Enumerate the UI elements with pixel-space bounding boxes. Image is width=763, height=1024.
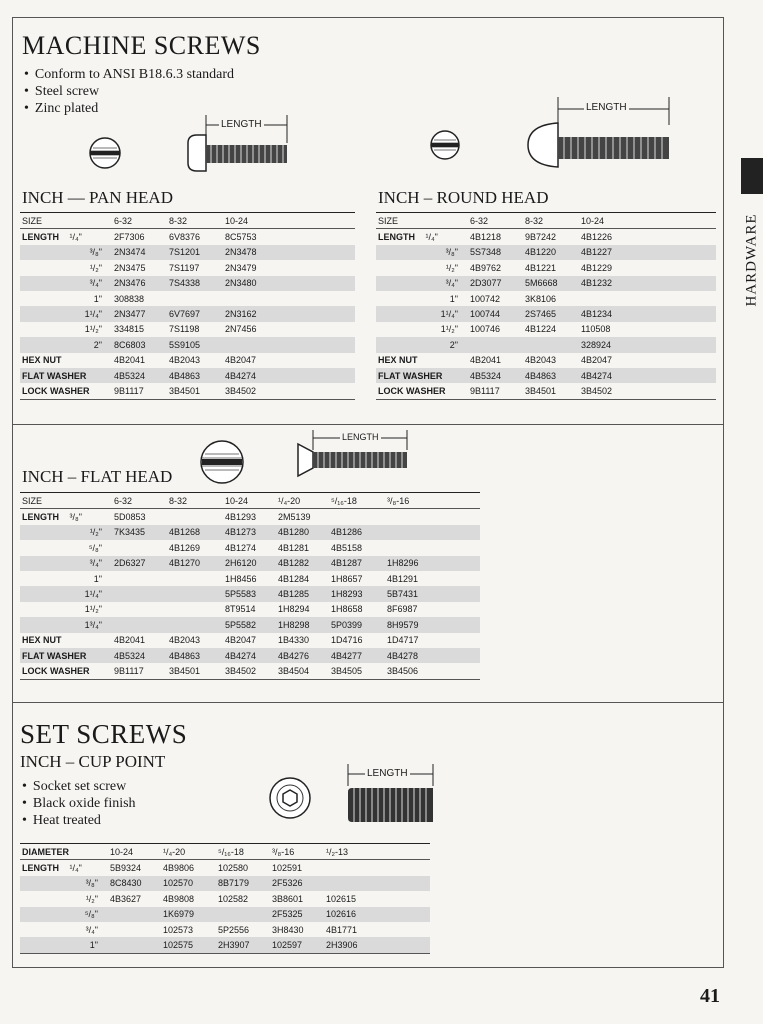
length-dimension-label: LENGTH — [221, 119, 262, 130]
table-row: HEX NUT 4B2041 4B2043 4B2047 — [22, 355, 257, 366]
table-row: LOCK WASHER 9B1117 3B4501 3B4502 — [376, 383, 716, 399]
table-row: ⁵/₈" 1K6979 2F5325 102616 — [20, 907, 430, 922]
table-header: ³/₈-16 — [385, 493, 480, 509]
length-dimension-label: LENGTH — [586, 102, 627, 113]
table-row: ¹/₂" 4B3627 4B9808 102582 3B8601 102615 — [85, 893, 357, 904]
table-row: FLAT WASHER 4B5324 4B4863 4B4274 4B4276 4B4277 4B4278 — [20, 648, 480, 663]
table-row: 1" 308838 — [93, 293, 145, 304]
table-row: 2" 328924 — [376, 337, 716, 352]
table-row: ³/₈" 2N3474 7S1201 2N3478 — [20, 245, 355, 260]
table-row: 1¹/₂" 334815 7S1198 2N7456 — [84, 324, 257, 335]
page-number: 41 — [700, 985, 720, 1007]
round-head-table — [376, 212, 716, 400]
set-screw-illustration — [268, 764, 443, 834]
set-screws-title: SET SCREWS — [20, 719, 188, 749]
table-row: FLAT WASHER 4B5324 4B4863 4B4274 — [376, 368, 716, 383]
table-row: 2" 8C6803 5S9105 — [20, 337, 355, 352]
table-row: ³/₈" 5S7348 4B1220 4B1227 — [376, 245, 716, 260]
table-header: SIZE — [376, 213, 468, 229]
table-row: 1" 102575 2H3907 102597 2H3906 — [20, 937, 430, 953]
table-row: ¹/₂" 4B9762 4B1221 4B1229 — [445, 262, 613, 273]
pan-head-title: INCH — PAN HEAD — [22, 188, 173, 207]
table-header: SIZE — [20, 213, 112, 229]
round-head-screw-illustration — [425, 95, 675, 175]
feature-item: • Steel screw — [24, 83, 234, 100]
table-header: 6-32 — [468, 213, 523, 229]
feature-item: • Black oxide finish — [22, 795, 136, 812]
cup-point-title: INCH – CUP POINT — [20, 752, 166, 771]
table-row: LENGTH ¹/₄" 2F7306 6V8376 8C5753 — [22, 232, 257, 243]
table-row: ³/₄" 102573 5P2556 3H8430 4B1771 — [85, 924, 358, 935]
table-header: ¹/₄-20 — [276, 493, 329, 509]
table-row: 1¹/₂" 100746 4B1224 110508 — [440, 324, 611, 335]
table-row: 1¹/₄" 100744 2S7465 4B1234 — [376, 306, 716, 321]
table-row: ⁵/₈" 4B1269 4B1274 4B1281 4B5158 — [88, 542, 363, 553]
table-row: LENGTH ¹/₄" 5B9324 4B9806 102580 102591 — [22, 863, 303, 874]
table-row: 1¹/₄" 5P5583 4B1285 1H8293 5B7431 — [20, 586, 480, 601]
flat-head-title: INCH – FLAT HEAD — [22, 467, 173, 486]
table-header: 10-24 — [223, 213, 355, 229]
table-row: LOCK WASHER 9B1117 3B4501 3B4502 3B4504 3B4505 3B4506 — [20, 663, 480, 679]
table-row: LENGTH ¹/₄" 4B1218 9B7242 4B1226 — [378, 232, 613, 243]
table-row: FLAT WASHER 4B5324 4B4863 4B4274 — [20, 368, 355, 383]
machine-screws-title: MACHINE SCREWS — [22, 31, 261, 60]
section-tab-label: HARDWARE — [743, 213, 760, 307]
table-row: ³/₄" 2D3077 5M6668 4B1232 — [376, 276, 716, 291]
table-row: ¹/₂" 2N3475 7S1197 2N3479 — [89, 262, 257, 273]
table-header: 8-32 — [167, 213, 223, 229]
table-header: 6-32 — [112, 213, 167, 229]
table-header: 10-24 — [223, 493, 276, 509]
feature-item: • Socket set screw — [22, 778, 136, 795]
table-header: 10-24 — [579, 213, 716, 229]
table-header: SIZE — [20, 493, 112, 509]
table-header: DIAMETER — [20, 844, 108, 860]
length-dimension-label: LENGTH — [342, 432, 379, 442]
table-header: 8-32 — [167, 493, 223, 509]
machine-screws-features — [24, 66, 234, 117]
pan-head-table — [20, 212, 355, 400]
table-row: 1³/₄" 5P5582 1H8298 5P0399 8H9579 — [20, 617, 480, 632]
table-row: LOCK WASHER 9B1117 3B4501 3B4502 — [20, 383, 355, 399]
table-header: 8-32 — [523, 213, 579, 229]
table-row: 1" 1H8456 4B1284 1H8657 4B1291 — [93, 573, 419, 584]
feature-item: • Heat treated — [22, 812, 136, 829]
feature-item: • Zinc plated — [24, 100, 234, 117]
table-row: ³/₈" 8C8430 102570 8B7179 2F5326 — [20, 876, 430, 891]
table-row: LENGTH ³/₈" 5D0853 4B1293 2M5139 — [22, 512, 311, 523]
set-screw-table — [20, 843, 430, 954]
section-divider — [12, 702, 724, 703]
table-row: HEX NUT 4B2041 4B2043 4B2047 — [378, 355, 613, 366]
table-header: ⁵/₁₆-18 — [216, 844, 270, 860]
length-dimension-label: LENGTH — [367, 768, 408, 779]
table-row: 1¹/₄" 2N3477 6V7697 2N3162 — [20, 306, 355, 321]
table-header: 6-32 — [112, 493, 167, 509]
table-row: 1¹/₂" 8T9514 1H8294 1H8658 8F6987 — [84, 604, 418, 615]
table-header: 10-24 — [108, 844, 161, 860]
table-row: ³/₄" 2N3476 7S4338 2N3480 — [20, 276, 355, 291]
table-header: ⁵/₁₆-18 — [329, 493, 385, 509]
section-divider — [12, 424, 724, 425]
section-tab-marker — [741, 158, 763, 194]
flat-head-screw-illustration — [200, 430, 415, 490]
feature-item: • Conform to ANSI B18.6.3 standard — [24, 66, 234, 83]
round-head-title: INCH – ROUND HEAD — [378, 188, 549, 207]
table-header: ¹/₂-13 — [324, 844, 430, 860]
table-header: ³/₈-16 — [270, 844, 324, 860]
flat-head-table — [20, 492, 480, 680]
set-screws-features — [22, 778, 136, 829]
table-row: ¹/₂" 7K3435 4B1268 4B1273 4B1280 4B1286 — [20, 525, 480, 540]
table-header: ¹/₄-20 — [161, 844, 216, 860]
table-row: 1" 100742 3K8106 — [449, 293, 557, 304]
table-row: HEX NUT 4B2041 4B2043 4B2047 1B4330 1D4716 1D4717 — [22, 635, 419, 646]
table-row: ³/₄" 2D6327 4B1270 2H6120 4B1282 4B1287 1H8296 — [20, 556, 480, 571]
